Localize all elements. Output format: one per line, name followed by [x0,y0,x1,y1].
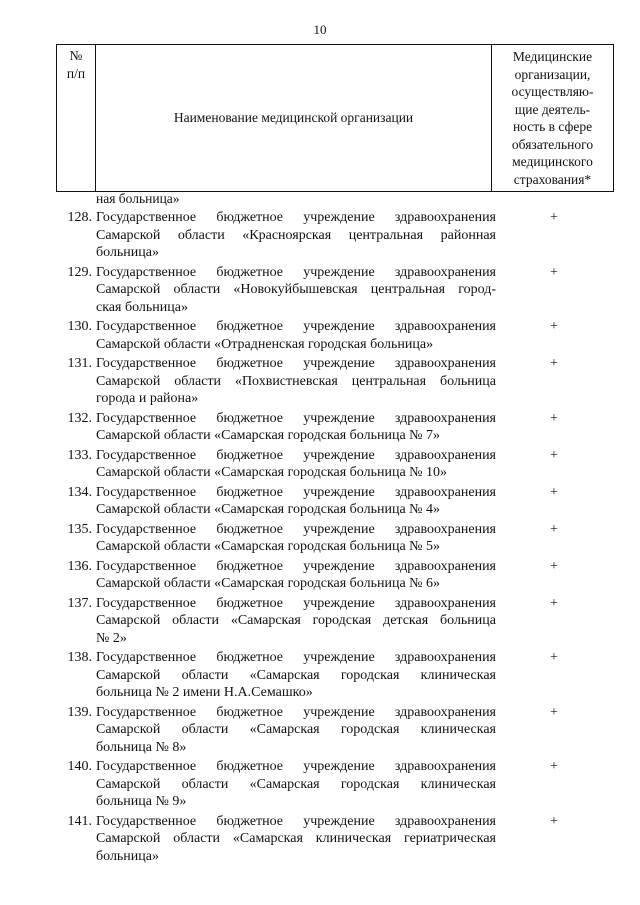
table-row [56,521,612,556]
row-number: 133. [67,447,92,463]
row-number: 140. [67,759,92,774]
row-number: 141. [67,813,92,829]
oms-participation-mark: + [550,704,558,720]
oms-participation-mark: + [550,484,558,500]
organization-name-line: Самарской области «Самарская городская больница № 6» [96,576,441,591]
table-row [56,595,612,648]
organization-name-line: Государственное бюджетное учреждение здравоохранения [96,319,496,334]
organization-name-line: больница № 2 имени Н.А.Семашко» [96,685,313,700]
organization-name-line: Самарской области «Самарская городская детская больница [96,613,496,628]
page-number: 10 [313,22,327,37]
organization-name-line: больница» [96,245,159,260]
table-row [56,484,612,519]
oms-participation-mark: + [550,410,558,426]
table-header [56,44,614,192]
header-col-oms: Медицинские организации, осуществляю- щие деятель- ность в сфере обязательного медицинского страхования* [492,45,614,192]
header-col-name: Наименование медицинской организации [96,45,492,192]
organization-name-line: Государственное бюджетное учреждение здравоохранения [96,759,496,774]
organization-name-line: Самарской области «Самарская городская клиническая [96,667,496,683]
table-row [56,447,612,482]
organization-name [94,264,496,317]
table-row [56,318,612,353]
oms-participation-mark: + [550,264,558,280]
row-number: 128. [67,210,92,225]
organization-name [94,813,496,866]
organization-name-line: Самарской области «Красноярская центральная районная [96,227,496,243]
oms-participation-mark: + [550,650,558,665]
organization-name-line: Самарской области «Самарская городская больница № 4» [96,502,441,517]
organization-name [94,318,496,353]
row-number: 135. [67,521,92,537]
organization-name [94,558,496,593]
row-number: 139. [67,704,92,720]
organization-name [94,355,496,408]
row-number: 137. [67,595,92,611]
organization-name-line: Государственное бюджетное учреждение здравоохранения [96,558,496,574]
oms-participation-mark: + [550,813,558,829]
organization-name-line: Государственное бюджетное учреждение здравоохранения [96,813,496,829]
row-number: 134. [67,484,92,500]
table-row [56,813,612,866]
row-number: 138. [67,650,92,665]
organization-name-line: города и района» [96,391,199,406]
organization-name-line: Самарской области «Самарская городская больница № 5» [96,539,441,554]
row-number: 136. [67,558,92,574]
organization-name-line: ская больница» [96,299,188,315]
table-row [56,410,612,445]
table-row [56,649,612,702]
continuation-text: ная больница» [96,191,180,206]
oms-participation-mark: + [550,558,558,574]
table-row [56,355,612,408]
table-row [56,704,612,757]
oms-participation-mark: + [550,210,558,225]
organization-name-line: больница» [96,848,159,864]
organization-name-line: Самарской области «Отрадненская городская больница» [96,336,434,352]
organization-name [94,209,496,262]
row-number: 130. [67,319,92,334]
oms-participation-mark: + [550,759,558,774]
oms-participation-mark: + [550,319,558,334]
organization-name [94,649,496,702]
organization-name-line: Государственное бюджетное учреждение здравоохранения [96,521,496,537]
organization-name-line: больница № 9» [96,794,187,809]
row-number: 132. [67,410,92,426]
organization-name-line: Самарской области «Самарская городская больница № 10» [96,465,448,480]
organization-name [94,704,496,757]
organization-name-line: Самарской области «Самарская городская клиническая [96,776,496,792]
row-number: 129. [67,264,92,280]
organization-name [94,758,496,811]
oms-participation-mark: + [550,447,558,463]
organization-name-line: Самарской области «Новокуйбышевская центральная город- [96,282,496,297]
organization-name [94,595,496,648]
table-row [56,209,612,262]
table-row [56,264,612,317]
organization-name-line: больница № 8» [96,739,187,755]
organization-name-line: Государственное бюджетное учреждение здравоохранения [96,356,496,371]
organization-name-line: Государственное бюджетное учреждение здравоохранения [96,410,496,426]
table-row [56,558,612,593]
organization-name-line: Самарской области «Самарская городская клиническая [96,722,496,737]
organization-name-line: Самарской области «Самарская городская больница № 7» [96,428,441,443]
organization-list [56,209,612,867]
row-number: 131. [67,356,92,371]
organization-name [94,447,496,482]
organization-name-line: Государственное бюджетное учреждение здравоохранения [96,264,496,280]
oms-participation-mark: + [550,595,558,611]
organization-name [94,410,496,445]
table-row [56,758,612,811]
oms-participation-mark: + [550,356,558,371]
organization-name-line: Государственное бюджетное учреждение здравоохранения [96,704,496,720]
organization-name-line: Государственное бюджетное учреждение здравоохранения [96,210,496,225]
organization-name [94,521,496,556]
header-col-number: № п/п [57,45,96,192]
organization-name-line: Государственное бюджетное учреждение здравоохранения [96,595,496,611]
organization-name-line: Самарской области «Самарская клиническая гериатрическая [96,831,496,846]
organization-name-line: Самарской области «Похвистневская центральная больница [96,373,496,389]
organization-name [94,484,496,519]
organization-name-line: № 2» [96,630,127,646]
organization-name-line: Государственное бюджетное учреждение здравоохранения [96,484,496,500]
organization-name-line: Государственное бюджетное учреждение здравоохранения [96,650,496,665]
oms-participation-mark: + [550,521,558,537]
organization-name-line: Государственное бюджетное учреждение здравоохранения [96,447,496,463]
